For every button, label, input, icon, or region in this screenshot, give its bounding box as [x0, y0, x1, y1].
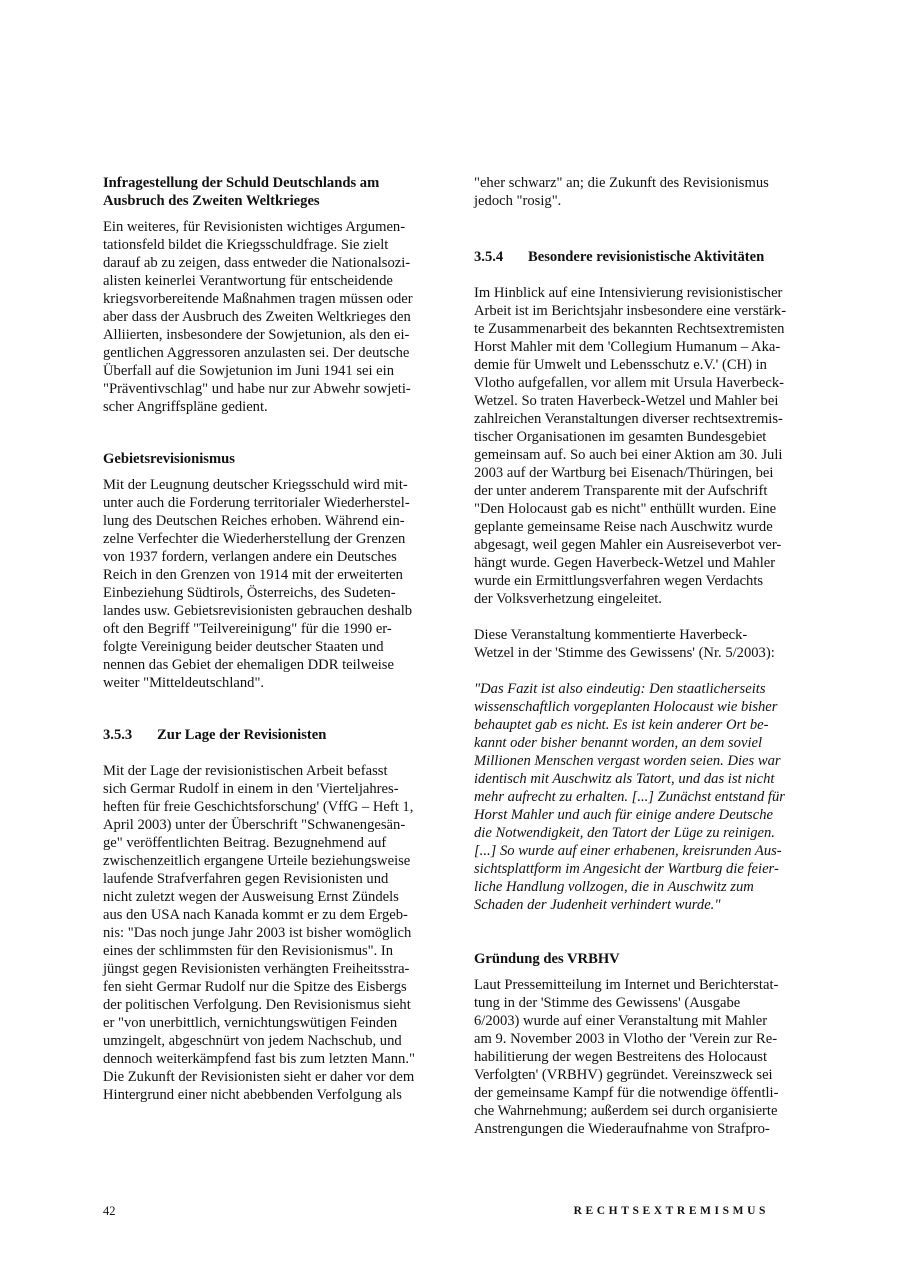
paragraph-kriegsschuld: Ein weiteres, für Revisionisten wichtiges Argumen- tationsfeld bildet die Kriegsschuldfrage. Sie zielt darauf ab zu zeigen, dass entweder die Nationalsozi- alisten keinerlei Verantwortung für entscheidende kriegsvorbereitende Maßnahmen tragen müssen oder aber dass der Ausbruch des Zweiten Weltkrieges den Alliierten, insbesondere der Sowjetunion, als den ei- gentlichen Aggressoren anzulasten sei. Der deutsche Überfall auf die Sowjetunion im Juni 1941 sei ein "Präventivschlag" und habe nur zur Abwehr sowjeti- scher Angriffspläne gedient.: [103, 219, 413, 415]
running-title: RECHTSEXTREMISMUS: [573, 1205, 769, 1217]
section-number: 3.5.3: [103, 727, 133, 743]
paragraph-continuation: "eher schwarz" an; die Zukunft des Revisionismus jedoch "rosig".: [474, 175, 769, 209]
left-column: [103, 174, 431, 1104]
paragraph-lage-revisionisten: Mit der Lage der revisionistischen Arbeit befasst sich Germar Rudolf in einem in den 'Vierteljahres- heften für freie Geschichtsforschung' (VffG – Heft 1, April 2003) unter der Überschrift "Schwanengesän- ge" veröffentlichten Beitrag. Bezugnehmend auf zwischenzeitlich ergangene Urteile beziehungsweise laufende Strafverfahren gegen Revisionisten und nicht zuletzt wegen der Ausweisung Ernst Zündels aus den USA nach Kanada kommt er zu dem Ergeb- nis: "Das noch junge Jahr 2003 ist bisher womöglich eines der schlimmsten für den Revisionismus". In jüngst gegen Revisionisten verhängten Freiheitsstra- fen sieht Germar Rudolf nur die Spitze des Eisbergs der politischen Verfolgung. Den Revisionismus sieht er "von unerbittlich, vernichtungswütigen Feinden umzingelt, abgeschnürt von jedem Nachschub, und dennoch weiterkämpfend fast bis zum letzten Mann." Die Zukunft der Revisionisten sieht er daher vor dem Hintergrund einer nicht abebbenden Verfolgung als: [103, 763, 415, 1103]
section-heading-3-5-3: [103, 726, 431, 744]
paragraph-kommentar: Diese Veranstaltung kommentierte Haverbeck- Wetzel in der 'Stimme des Gewissens' (Nr. 5/2003):: [474, 627, 775, 661]
paragraph-vrbhv: Laut Pressemitteilung im Internet und Berichterstat- tung in der 'Stimme des Gewissens' (Ausgabe 6/2003) wurde auf einer Veranstaltung mit Mahler am 9. November 2003 in Vlotho der 'Verein zur Re- habilitierung der wegen Bestreitens des Holocaust Verfolgten' (VRBHV) gegründet. Vereinszweck sei der gemeinsame Kampf für die notwendige öffentli- che Wahrnehmung; außerdem sei durch organisierte Anstrengungen die Wiederaufnahme von Strafpro-: [474, 977, 779, 1137]
heading-vrbhv: Gründung des VRBHV: [474, 951, 620, 967]
section-number: 3.5.4: [474, 249, 504, 265]
right-column: [474, 174, 802, 1138]
section-title: Zur Lage der Revisionisten: [157, 727, 327, 743]
paragraph-gebietsrevisionismus: Mit der Leugnung deutscher Kriegsschuld wird mit- unter auch die Forderung territorialer Wiederherstel- lung des Deutschen Reiches erhoben. Während ein- zelne Verfechter die Wiederherstellung der Grenzen von 1937 fordern, verlangen andere ein Deutsches Reich in den Grenzen von 1914 mit der erweiterten Einbeziehung Südtirols, Österreichs, des Sudeten- landes usw. Gebietsrevisionisten gebrauchen deshalb oft den Begriff "Teilvereinigung" für die 1990 er- folgte Vereinigung beider deutscher Staaten und nennen das Gebiet der ehemaligen DDR teilweise weiter "Mitteldeutschland".: [103, 477, 413, 691]
page-number: 42: [103, 1204, 116, 1218]
paragraph-aktivitaeten: Im Hinblick auf eine Intensivierung revisionistischer Arbeit ist im Berichtsjahr insbesondere eine verstärk- te Zusammenarbeit des bekannten Rechtsextremisten Horst Mahler mit dem 'Collegium Humanum – Aka- demie für Umwelt und Lebensschutz e.V.' (CH) in Vlotho aufgefallen, vor allem mit Ursula Haverbeck- Wetzel. So traten Haverbeck-Wetzel und Mahler bei zahlreichen Veranstaltungen diverser rechtsextremis- tischer Organisationen im gesamten Bundesgebiet gemeinsam auf. So auch bei einer Aktion am 30. Juli 2003 auf der Wartburg bei Eisenach/Thüringen, bei der unter anderem Transparente mit der Aufschrift "Den Holocaust gab es nicht" enthüllt wurden. Eine geplante gemeinsame Reise nach Auschwitz wurde abgesagt, weil gegen Mahler ein Ausreiseverbot ver- hängt wurde. Gegen Haverbeck-Wetzel und Mahler wurde ein Ermittlungsverfahren wegen Verdachts der Volksverhetzung eingeleitet.: [474, 285, 787, 607]
section-title: Besondere revisionistische Aktivitäten: [528, 249, 765, 265]
section-heading-3-5-4: [474, 248, 802, 266]
heading-kriegsschuld: Infragestellung der Schuld Deutschlands am Ausbruch des Zweiten Weltkrieges: [103, 175, 380, 209]
quote-block: "Das Fazit ist also eindeutig: Den staatlicherseits wissenschaftlich vorgeplanten Holocaust wie bisher behauptet gab es nicht. Es ist kein anderer Ort be- kannt oder bisher benannt worden, an dem soviel Millionen Menschen vergast worden seien. Dies war identisch mit Auschwitz als Tatort, und das ist nicht mehr aufrecht zu erhalten. [...] Zunächst entstand für Horst Mahler und auch für einige andere Deutsche die Notwendigkeit, den Tatort der Lüge zu reinigen. [...] So wurde auf einer erhabenen, kreisrunden Aus- sichtsplattform im Angesicht der Wartburg die feier- liche Handlung vollzogen, die in Auschwitz zum Schaden der Judenheit verhindert wurde.": [474, 681, 785, 913]
heading-gebietsrevisionismus: Gebietsrevisionismus: [103, 451, 235, 467]
